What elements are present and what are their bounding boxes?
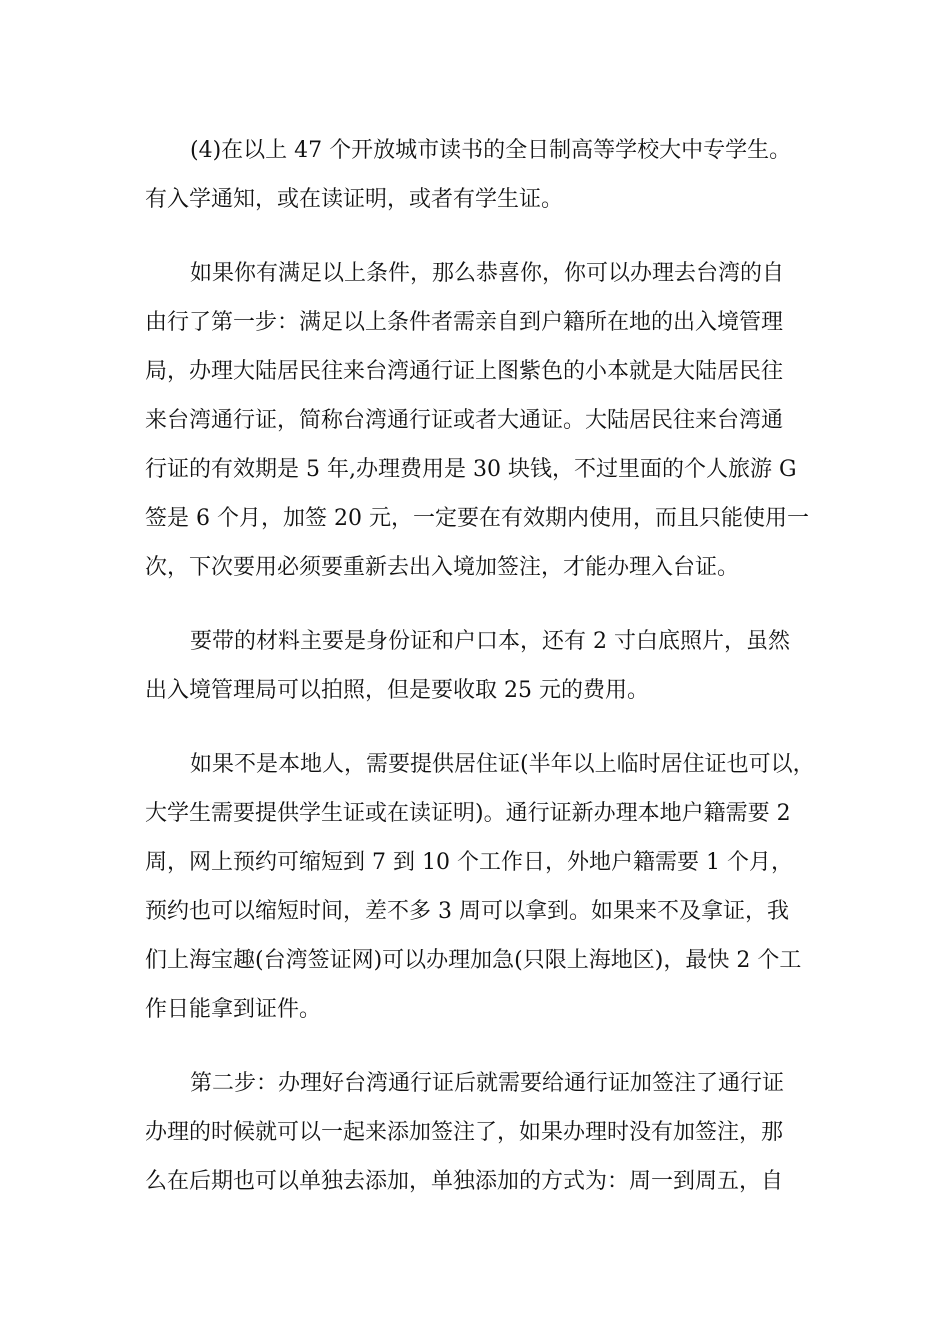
text-line: 们上海宝趣(台湾签证网)可以办理加急(只限上海地区)，最快 2 个工 <box>145 948 802 973</box>
text-line: 次，下次要用必须要重新去出入境加签注，才能办理入台证。 <box>145 555 740 580</box>
text-line: 么在后期也可以单独去添加，单独添加的方式为：周一到周五，自 <box>145 1169 784 1194</box>
text-line: 大学生需要提供学生证或在读证明)。通行证新办理本地户籍需要 2 <box>145 801 791 826</box>
text-line: 局，办理大陆居民往来台湾通行证上图紫色的小本就是大陆居民往 <box>145 359 784 384</box>
text-line: 要带的材料主要是身份证和户口本，还有 2 寸白底照片，虽然 <box>190 629 790 654</box>
text-line: 作日能拿到证件。 <box>145 997 322 1022</box>
text-line: 由行了第一步：满足以上条件者需亲自到户籍所在地的出入境管理 <box>145 310 784 335</box>
text-line: 来台湾通行证，简称台湾通行证或者大通证。大陆居民往来台湾通 <box>145 408 784 433</box>
text-line: 如果你有满足以上条件，那么恭喜你，你可以办理去台湾的自 <box>190 261 785 286</box>
text-line: 签是 6 个月，加签 20 元，一定要在有效期内使用，而且只能使用一 <box>145 506 809 531</box>
text-line: 出入境管理局可以拍照，但是要收取 25 元的费用。 <box>145 678 649 703</box>
text-line: 行证的有效期是 5 年,办理费用是 30 块钱，不过里面的个人旅游 G <box>145 457 797 482</box>
text-line: 第二步：办理好台湾通行证后就需要给通行证加签注了通行证 <box>190 1071 785 1096</box>
text-line: 办理的时候就可以一起来添加签注了，如果办理时没有加签注，那 <box>145 1120 784 1145</box>
text-line: 如果不是本地人，需要提供居住证(半年以上临时居住证也可以， <box>190 752 815 777</box>
text-line: 周，网上预约可缩短到 7 到 10 个工作日，外地户籍需要 1 个月， <box>145 850 793 875</box>
text-line: (4)在以上 47 个开放城市读书的全日制高等学校大中专学生。 <box>190 138 792 163</box>
text-line: 有入学通知，或在读证明，或者有学生证。 <box>145 187 564 212</box>
text-line: 预约也可以缩短时间，差不多 3 周可以拿到。如果来不及拿证，我 <box>145 899 789 924</box>
